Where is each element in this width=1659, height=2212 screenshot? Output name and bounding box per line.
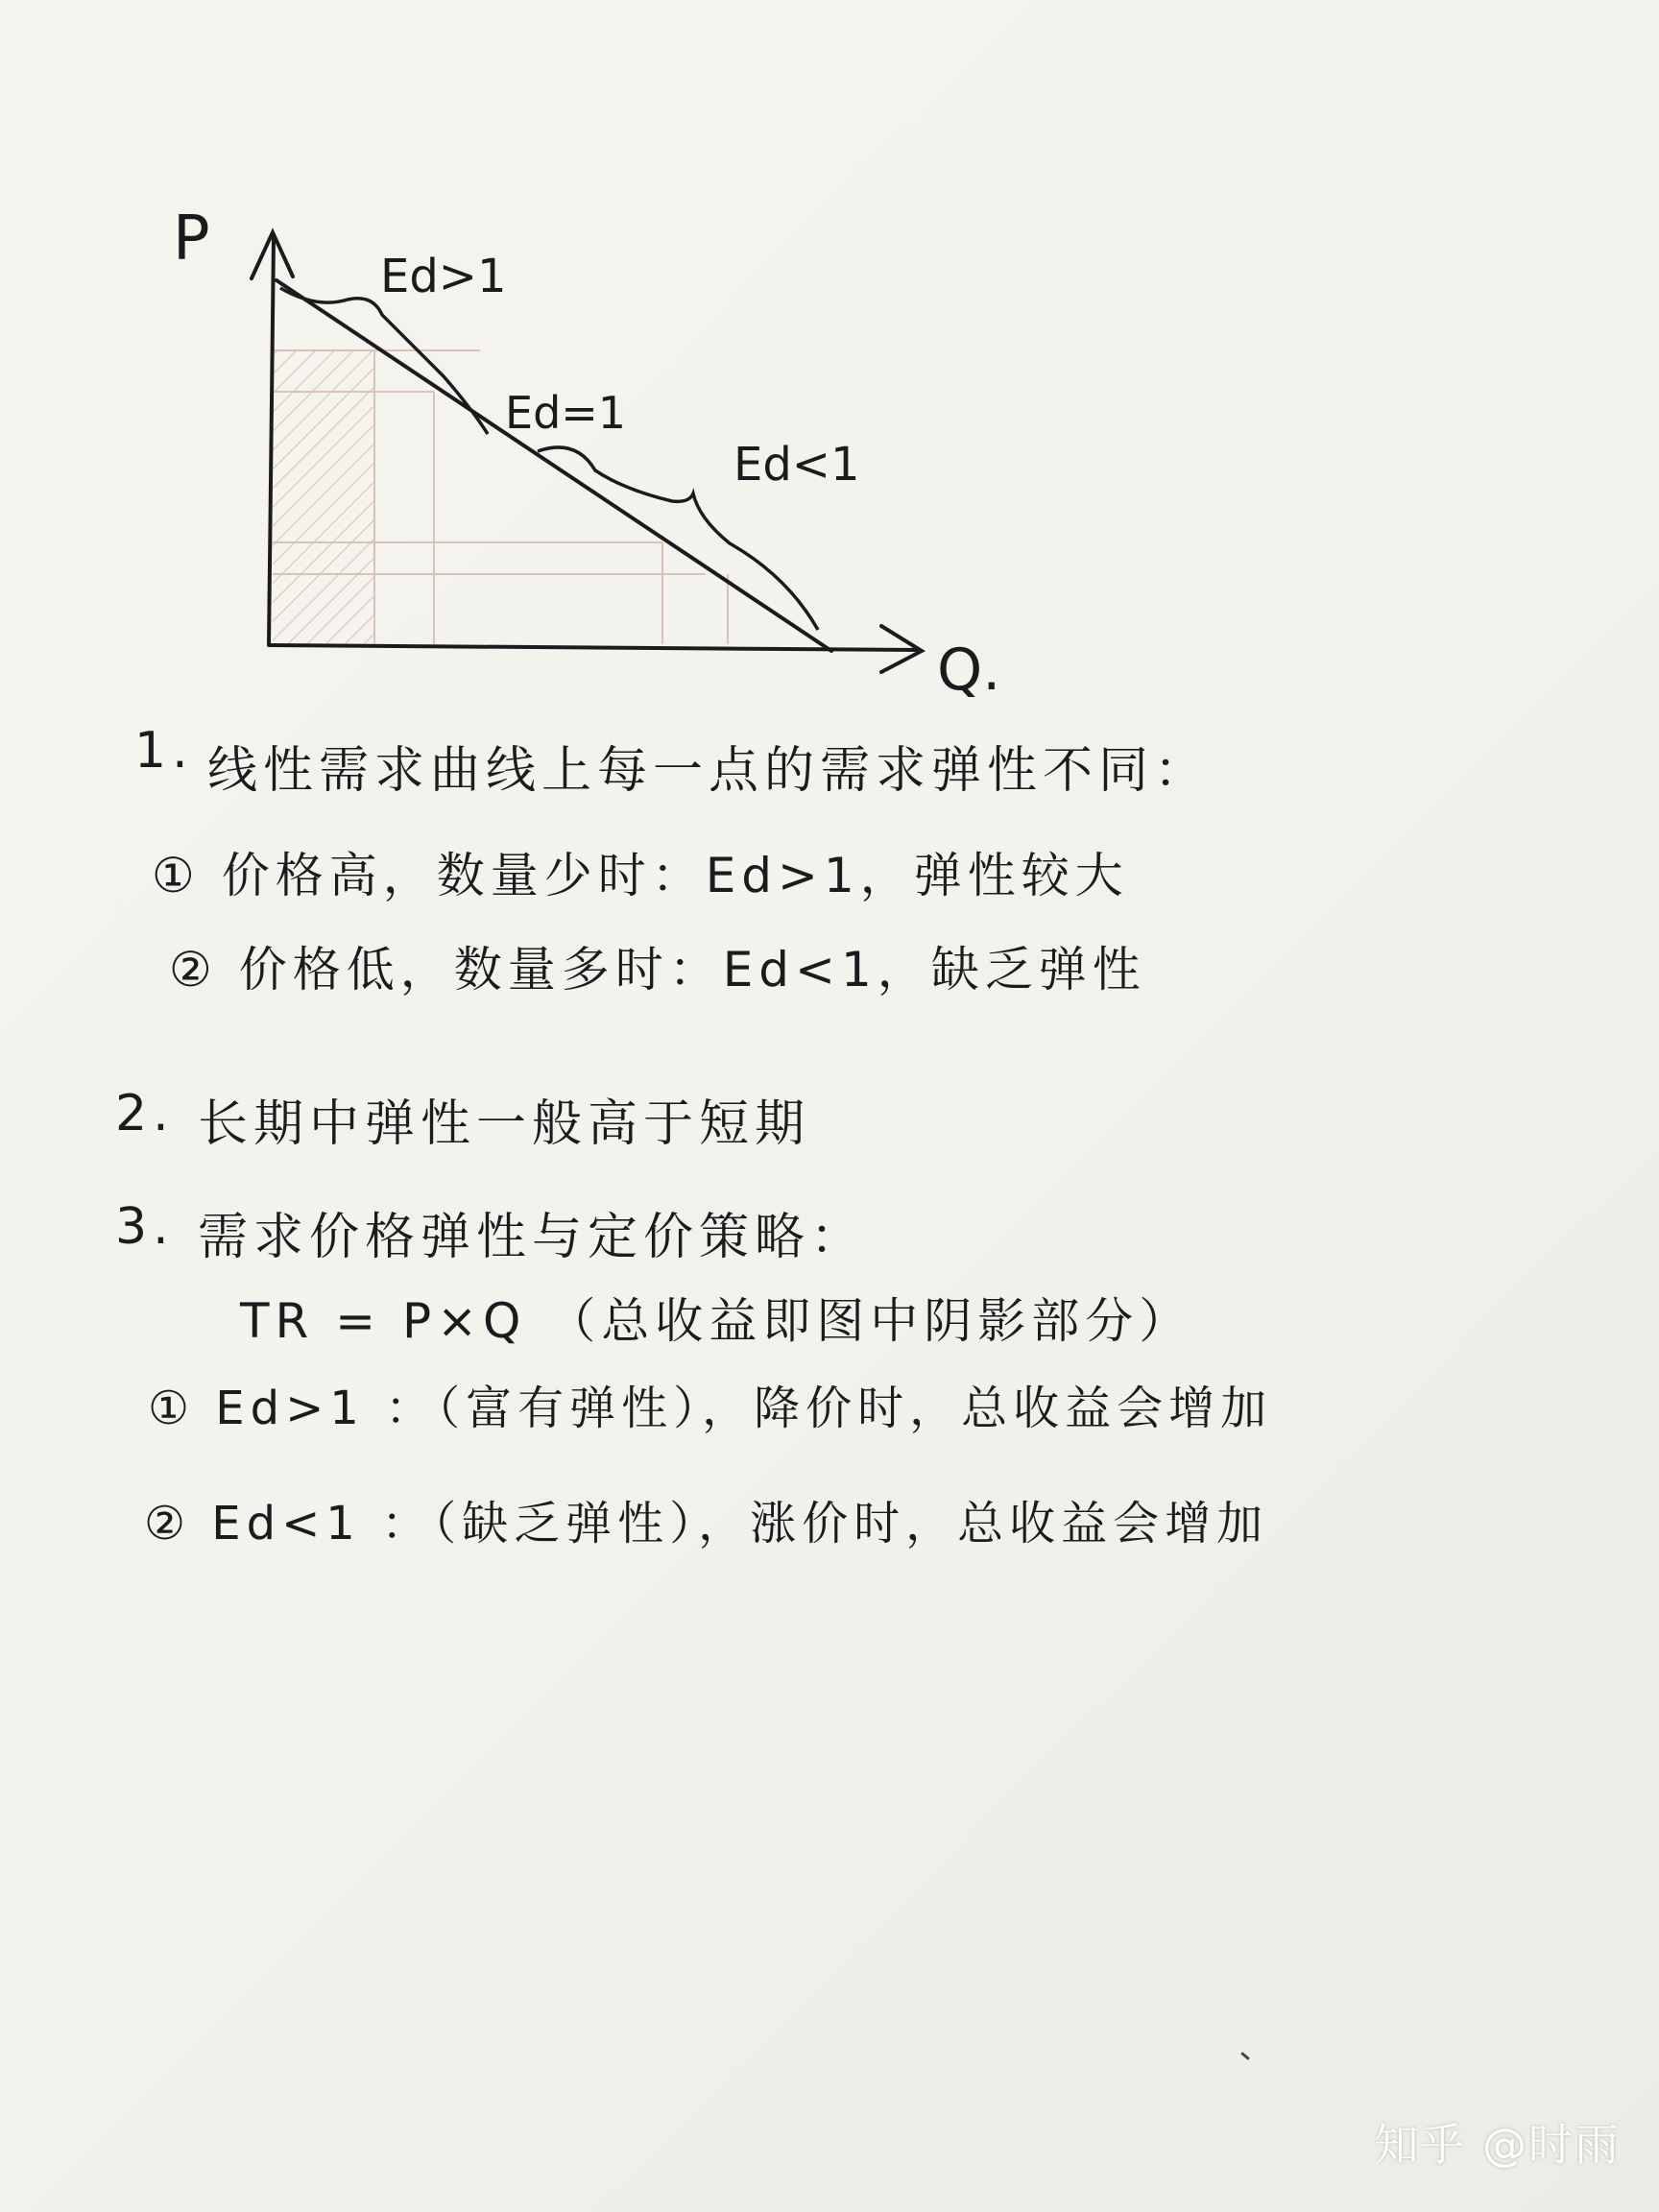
note-2-text: 长期中弹性一般高于短期: [198, 1095, 811, 1153]
pencil-speck: [1240, 2052, 1250, 2060]
demand-elasticity-diagram: [0, 0, 1659, 730]
note-3-sub-2: ② Ed<1 ：（缺乏弹性），涨价时，总收益会增加: [144, 1497, 1269, 1551]
note-3-number: 3.: [115, 1198, 175, 1256]
shaded-revenue-area: [273, 350, 374, 644]
note-1-number: 1.: [134, 722, 194, 780]
label-unit-elastic: Ed=1: [505, 387, 627, 439]
note-1-text: 线性需求曲线上每一点的需求弹性不同：: [207, 742, 1211, 800]
note-1-sub-2: ② 价格低，数量多时：Ed<1，缺乏弹性: [169, 942, 1146, 998]
label-elastic: Ed>1: [380, 250, 507, 303]
note-3-formula: TR = P×Q （总收益即图中阴影部分）: [240, 1293, 1193, 1349]
watermark: 知乎 @时雨: [1374, 2119, 1621, 2171]
note-3-sub-1: ① Ed>1 ：（富有弹性），降价时，总收益会增加: [148, 1382, 1273, 1435]
note-1-sub-1: ① 价格高，数量少时：Ed>1，弹性较大: [152, 848, 1129, 903]
x-axis-label: Q.: [937, 637, 1001, 704]
note-2-number: 2.: [115, 1085, 175, 1142]
note-3-text: 需求价格弹性与定价策略：: [198, 1209, 867, 1266]
label-inelastic: Ed<1: [733, 438, 860, 492]
y-axis-label: P: [173, 204, 210, 275]
